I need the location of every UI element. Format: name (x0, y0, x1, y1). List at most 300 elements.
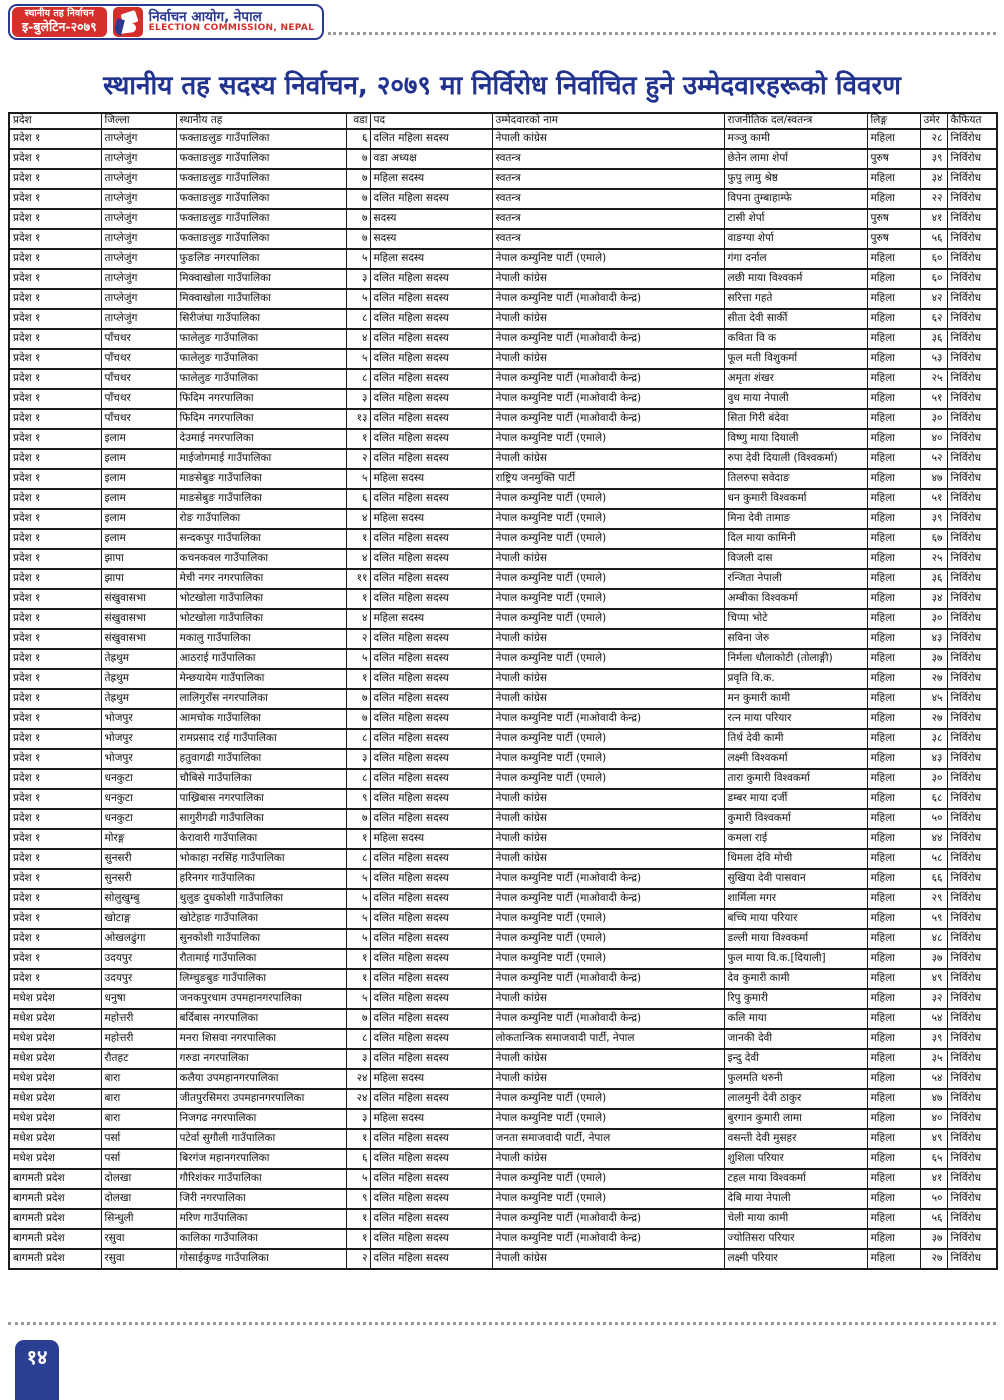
cell: ५६ (920, 229, 947, 249)
cell: निर्विरोध (947, 589, 997, 609)
table-row (9, 1149, 997, 1169)
cell: ८ (346, 309, 370, 329)
cell: निर्विरोध (947, 129, 997, 149)
cell: इलाम (101, 509, 176, 529)
cell: निर्विरोध (947, 1249, 997, 1269)
cell: विष्णु माया दियाली (724, 429, 867, 449)
cell: रत्न माया परियार (724, 709, 867, 729)
cell: ८ (346, 769, 370, 789)
cell: प्रदेश १ (9, 589, 101, 609)
cell: बागमती प्रदेश (9, 1209, 101, 1229)
cell: पुरुष (867, 149, 920, 169)
table-row (9, 169, 997, 189)
cell: पुरुष (867, 229, 920, 249)
cell: नेपाल कम्युनिष्ट पार्टी (माओवादी केन्द्र) (492, 889, 724, 909)
cell: महिला (867, 569, 920, 589)
cell: १ (346, 1209, 370, 1229)
cell: पाँचथर (101, 409, 176, 429)
cell: निर्विरोध (947, 1209, 997, 1229)
cell: सुनसरी (101, 869, 176, 889)
cell: भोजपुर (101, 729, 176, 749)
cell: लालिगुराँस नगरपालिका (176, 689, 346, 709)
table-row (9, 449, 997, 469)
cell: निर्मला धौलाकोटी (तोलाङ्गी) (724, 649, 867, 669)
cell: ३४ (920, 589, 947, 609)
cell: इलाम (101, 529, 176, 549)
cell: महिला सदस्य (370, 249, 492, 269)
cell: नेपाल कम्युनिष्ट पार्टी (एमाले) (492, 1109, 724, 1129)
cell: डम्बर माया दर्जी (724, 789, 867, 809)
cell: २५ (920, 549, 947, 569)
cell: प्रदेश १ (9, 389, 101, 409)
cell: दोलखा (101, 1189, 176, 1209)
cell: फुल माया वि.क.[दियाली] (724, 949, 867, 969)
cell: निर्विरोध (947, 669, 997, 689)
cell: निर्विरोध (947, 689, 997, 709)
table-row (9, 369, 997, 389)
cell: नेपाली कांग्रेस (492, 849, 724, 869)
cell: इलाम (101, 469, 176, 489)
table-row (9, 929, 997, 949)
cell: नेपाली कांग्रेस (492, 1069, 724, 1089)
cell: मधेश प्रदेश (9, 1089, 101, 1109)
cell: निर्विरोध (947, 889, 997, 909)
cell: माङसेबुङ गाउँपालिका (176, 469, 346, 489)
cell: गंगा दर्नाल (724, 249, 867, 269)
cell: ४ (346, 609, 370, 629)
cell: महिला (867, 309, 920, 329)
cell: मधेश प्रदेश (9, 1009, 101, 1029)
cell: दलित महिला सदस्य (370, 969, 492, 989)
cell: मनरा शिसवा नगरपालिका (176, 1029, 346, 1049)
cell: ४३ (920, 629, 947, 649)
cell: महिला (867, 509, 920, 529)
cell: प्रदेश १ (9, 829, 101, 849)
cell: सरित्ता गहते (724, 289, 867, 309)
cell: १ (346, 949, 370, 969)
cell: ३० (920, 769, 947, 789)
cell: ४१ (920, 209, 947, 229)
table-row (9, 569, 997, 589)
cell: धनुषा (101, 989, 176, 1009)
cell: ४४ (920, 829, 947, 849)
cell: सविना जेरु (724, 629, 867, 649)
cell: फक्ताङलुङ गाउँपालिका (176, 169, 346, 189)
cell: महिला (867, 329, 920, 349)
cell: तिलरुपा सवेदाङ (724, 469, 867, 489)
cell: प्रदेश १ (9, 429, 101, 449)
cell: नेपाल कम्युनिष्ट पार्टी (एमाले) (492, 1169, 724, 1189)
cell: दलित महिला सदस्य (370, 389, 492, 409)
cell: फक्ताङलुङ गाउँपालिका (176, 149, 346, 169)
table-row (9, 1189, 997, 1209)
cell: फालेलुङ गाउँपालिका (176, 369, 346, 389)
cell: निर्विरोध (947, 289, 997, 309)
table-row (9, 969, 997, 989)
cell: खोटेहाङ गाउँपालिका (176, 909, 346, 929)
cell: मधेश प्रदेश (9, 1029, 101, 1049)
cell: आठराई गाउँपालिका (176, 649, 346, 669)
cell: ७ (346, 149, 370, 169)
cell: महिला सदस्य (370, 469, 492, 489)
cell: फालेलुङ गाउँपालिका (176, 349, 346, 369)
cell: नेपाल कम्युनिष्ट पार्टी (माओवादी केन्द्र) (492, 329, 724, 349)
cell: ५ (346, 989, 370, 1009)
cell: वसन्ती देवी मुसहर (724, 1129, 867, 1149)
cell: नेपाली कांग्रेस (492, 1249, 724, 1269)
cell: नेपाली कांग्रेस (492, 449, 724, 469)
cell: ७ (346, 209, 370, 229)
cell: महिला (867, 1089, 920, 1109)
cell: दलित महिला सदस्य (370, 629, 492, 649)
cell: फिदिम नगरपालिका (176, 409, 346, 429)
cell: निर्विरोध (947, 909, 997, 929)
cell: निर्विरोध (947, 969, 997, 989)
cell: ३७ (920, 949, 947, 969)
cell: दलित महिला सदस्य (370, 1189, 492, 1209)
cell: लछी माया विश्वकर्म (724, 269, 867, 289)
cell: ३८ (920, 729, 947, 749)
cell: महिला (867, 289, 920, 309)
cell: प्रदेश १ (9, 209, 101, 229)
cell: ४९ (920, 1129, 947, 1149)
cell: ताप्लेजुंग (101, 189, 176, 209)
commission-name-nepali: निर्वाचन आयोग, नेपाल (148, 8, 262, 25)
cell: नेपाली कांग्रेस (492, 1049, 724, 1069)
cell: धनकुटा (101, 769, 176, 789)
column-header: राजनीतिक दल/स्वतन्त्र (724, 113, 867, 129)
cell: मरिण गाउँपालिका (176, 1209, 346, 1229)
cell: ५१ (920, 389, 947, 409)
cell: दलित महिला सदस्य (370, 529, 492, 549)
cell: चिप्पा भोटे (724, 609, 867, 629)
cell: नेपाली कांग्रेस (492, 129, 724, 149)
cell: प्रदेश १ (9, 229, 101, 249)
cell: महिला (867, 269, 920, 289)
cell: निर्विरोध (947, 1129, 997, 1149)
cell: ८ (346, 729, 370, 749)
cell: ४३ (920, 749, 947, 769)
cell: मधेश प्रदेश (9, 1109, 101, 1129)
cell: दलित महिला सदस्य (370, 709, 492, 729)
cell: प्रदेश १ (9, 849, 101, 869)
cell: बारा (101, 1109, 176, 1129)
cell: आमचोक गाउँपालिका (176, 709, 346, 729)
cell: निर्विरोध (947, 489, 997, 509)
cell: महिला (867, 1049, 920, 1069)
cell: ४१ (920, 1169, 947, 1189)
cell: ताप्लेजुंग (101, 249, 176, 269)
cell: ५ (346, 349, 370, 369)
cell: दलित महिला सदस्य (370, 669, 492, 689)
cell: प्रदेश १ (9, 629, 101, 649)
cell: फक्ताङलुङ गाउँपालिका (176, 189, 346, 209)
cell: दलित महिला सदस्य (370, 769, 492, 789)
table-row (9, 469, 997, 489)
cell: निर्विरोध (947, 509, 997, 529)
cell: नेपाल कम्युनिष्ट पार्टी (एमाले) (492, 1189, 724, 1209)
cell: ४७ (920, 469, 947, 489)
cell: ३७ (920, 1229, 947, 1249)
cell: ७ (346, 689, 370, 709)
cell: पर्सा (101, 1129, 176, 1149)
cell: ताप्लेजुंग (101, 169, 176, 189)
cell: ताप्लेजुंग (101, 129, 176, 149)
cell: भोजपुर (101, 709, 176, 729)
cell: निर्विरोध (947, 709, 997, 729)
cell: ४ (346, 549, 370, 569)
cell: दलित महिला सदस्य (370, 649, 492, 669)
cell: महिला सदस्य (370, 169, 492, 189)
cell: नेपाल कम्युनिष्ट पार्टी (माओवादी केन्द्र) (492, 1229, 724, 1249)
cell: ६ (346, 1149, 370, 1169)
cell: ५ (346, 469, 370, 489)
cell: महिला (867, 869, 920, 889)
cell: प्रदेश १ (9, 329, 101, 349)
table-row (9, 349, 997, 369)
cell: नेपाली कांग्रेस (492, 349, 724, 369)
cell: इलाम (101, 449, 176, 469)
cell: संखुवासभा (101, 629, 176, 649)
cell: नेपाली कांग्रेस (492, 309, 724, 329)
cell: अम्बीका विश्वकर्मा (724, 589, 867, 609)
cell: निर्विरोध (947, 1109, 997, 1129)
cell: जनता समाजवादी पार्टी, नेपाल (492, 1129, 724, 1149)
table-row (9, 129, 997, 149)
column-header: उम्मेदवारको नाम (492, 113, 724, 129)
cell: महिला (867, 169, 920, 189)
cell: ताप्लेजुंग (101, 149, 176, 169)
table-row (9, 609, 997, 629)
cell: नेपाल कम्युनिष्ट पार्टी (एमाले) (492, 589, 724, 609)
header-banner-box (8, 4, 324, 40)
cell: इलाम (101, 429, 176, 449)
table-row (9, 549, 997, 569)
cell: ५ (346, 869, 370, 889)
cell: ४९ (920, 969, 947, 989)
cell: प्रदेश १ (9, 669, 101, 689)
cell: १ (346, 669, 370, 689)
table-row (9, 429, 997, 449)
cell: निर्विरोध (947, 549, 997, 569)
column-header: जिल्ला (101, 113, 176, 129)
cell: महिला (867, 849, 920, 869)
cell: महिला (867, 749, 920, 769)
cell: प्रदेश १ (9, 749, 101, 769)
cell: २५ (920, 369, 947, 389)
cell: चौबिसे गाउँपालिका (176, 769, 346, 789)
cell: निर्विरोध (947, 429, 997, 449)
cell: ९ (346, 1189, 370, 1209)
cell: माईजोगमाई गाउँपालिका (176, 449, 346, 469)
cell: अमृता शंखर (724, 369, 867, 389)
cell: देव कुमारी कामी (724, 969, 867, 989)
cell: मधेश प्रदेश (9, 1069, 101, 1089)
cell: दलित महिला सदस्य (370, 889, 492, 909)
cell: नेपाल कम्युनिष्ट पार्टी (एमाले) (492, 609, 724, 629)
cell: ५९ (920, 909, 947, 929)
cell: सुनसरी (101, 849, 176, 869)
cell: नेपाल कम्युनिष्ट पार्टी (एमाले) (492, 729, 724, 749)
cell: फिदिम नगरपालिका (176, 389, 346, 409)
cell: फुलमति थरुनी (724, 1069, 867, 1089)
cell: महिला (867, 349, 920, 369)
table-row (9, 889, 997, 909)
candidates-table (8, 112, 998, 1270)
cell: प्रदेश १ (9, 549, 101, 569)
cell: दलित महिला सदस्य (370, 729, 492, 749)
cell: निर्विरोध (947, 629, 997, 649)
cell: निर्विरोध (947, 1069, 997, 1089)
cell: नेपाल कम्युनिष्ट पार्टी (माओवादी केन्द्र) (492, 1209, 724, 1229)
cell: निर्विरोध (947, 949, 997, 969)
cell: ४० (920, 429, 947, 449)
table-row (9, 1029, 997, 1049)
cell: ५ (346, 289, 370, 309)
cell: रन्जिता नेपाली (724, 569, 867, 589)
cell: रौतहट (101, 1049, 176, 1069)
cell: भोकाहा नरसिंह गाउँपालिका (176, 849, 346, 869)
bulletin-line1: स्थानीय तह निर्वाचन (24, 8, 94, 19)
bulletin-badge (12, 7, 107, 37)
cell: महोत्तरी (101, 1009, 176, 1029)
cell: ४७ (920, 1089, 947, 1109)
table-row (9, 149, 997, 169)
cell: दलित महिला सदस्य (370, 489, 492, 509)
cell: पाँचथर (101, 349, 176, 369)
cell: सिरीजंघा गाउँपालिका (176, 309, 346, 329)
cell: बिरगंज महानगरपालिका (176, 1149, 346, 1169)
cell: निर्विरोध (947, 569, 997, 589)
table-row (9, 869, 997, 889)
cell: ताप्लेजुंग (101, 269, 176, 289)
cell: नेपाल कम्युनिष्ट पार्टी (माओवादी केन्द्र) (492, 869, 724, 889)
cell: नेपाली कांग्रेस (492, 689, 724, 709)
cell: महिला सदस्य (370, 829, 492, 849)
cell: दिल माया कामिनी (724, 529, 867, 549)
cell: फक्ताङलुङ गाउँपालिका (176, 209, 346, 229)
cell: दलित महिला सदस्य (370, 269, 492, 289)
cell: प्रदेश १ (9, 169, 101, 189)
cell: दलित महिला सदस्य (370, 309, 492, 329)
cell: दलित महिला सदस्य (370, 1209, 492, 1229)
cell: दलित महिला सदस्य (370, 789, 492, 809)
cell: खोटाङ्ग (101, 909, 176, 929)
cell: फक्ताङलुङ गाउँपालिका (176, 129, 346, 149)
cell: ३ (346, 269, 370, 289)
bulletin-line2: इ-बुलेटिन-२०७९ (22, 18, 97, 34)
cell: दलित महिला सदस्य (370, 329, 492, 349)
table-row (9, 1009, 997, 1029)
cell: नेपाल कम्युनिष्ट पार्टी (एमाले) (492, 249, 724, 269)
table-row (9, 989, 997, 1009)
table-row (9, 209, 997, 229)
cell: ३ (346, 749, 370, 769)
cell: महिला (867, 1029, 920, 1049)
cell: महिला (867, 809, 920, 829)
cell: नेपाली कांग्रेस (492, 989, 724, 1009)
cell: फक्ताङलुङ गाउँपालिका (176, 229, 346, 249)
cell: हतुवागढी गाउँपालिका (176, 749, 346, 769)
cell: वाङग्या शेर्पा (724, 229, 867, 249)
cell: प्रदेश १ (9, 469, 101, 489)
cell: धन कुमारी विश्वकर्मा (724, 489, 867, 509)
cell: महिला (867, 1129, 920, 1149)
cell: ताप्लेजुंग (101, 289, 176, 309)
cell: सिन्धुली (101, 1209, 176, 1229)
table-row (9, 1069, 997, 1089)
cell: पाँचथर (101, 369, 176, 389)
cell: स्वतन्त्र (492, 149, 724, 169)
cell: महिला (867, 769, 920, 789)
cell: ६६ (920, 869, 947, 889)
cell: प्रदेश १ (9, 889, 101, 909)
cell: ६० (920, 269, 947, 289)
cell: दलित महिला सदस्य (370, 949, 492, 969)
cell: वुध माया नेपाली (724, 389, 867, 409)
cell: १ (346, 1129, 370, 1149)
cell: प्रवृति वि.क. (724, 669, 867, 689)
cell: नेपाल कम्युनिष्ट पार्टी (एमाले) (492, 509, 724, 529)
cell: महिला सदस्य (370, 609, 492, 629)
cell: दलित महिला सदस्य (370, 429, 492, 449)
cell: ४० (920, 1109, 947, 1129)
cell: दलित महिला सदस्य (370, 929, 492, 949)
cell: टहल माया विश्वकर्मा (724, 1169, 867, 1189)
table-row (9, 189, 997, 209)
cell: लोकतान्त्रिक समाजवादी पार्टी, नेपाल (492, 1029, 724, 1049)
table-row (9, 509, 997, 529)
column-header: उमेर (920, 113, 947, 129)
table-row (9, 489, 997, 509)
cell: मिक्वाखोला गाउँपालिका (176, 269, 346, 289)
cell: प्रदेश १ (9, 349, 101, 369)
cell: ४२ (920, 289, 947, 309)
cell: नेपाली कांग्रेस (492, 829, 724, 849)
cell: ५ (346, 249, 370, 269)
cell: पाँचथर (101, 389, 176, 409)
cell: १ (346, 589, 370, 609)
cell: महिला (867, 529, 920, 549)
cell: संखुवासभा (101, 589, 176, 609)
cell: ५८ (920, 849, 947, 869)
cell: ३ (346, 1049, 370, 1069)
table-row (9, 529, 997, 549)
table-row (9, 229, 997, 249)
cell: नेपाल कम्युनिष्ट पार्टी (एमाले) (492, 1089, 724, 1109)
cell: महिला (867, 929, 920, 949)
cell: फुङलिङ नगरपालिका (176, 249, 346, 269)
cell: फुपु लामु श्रेष्ठ (724, 169, 867, 189)
cell: दलित महिला सदस्य (370, 1149, 492, 1169)
cell: महिला (867, 969, 920, 989)
table-row (9, 769, 997, 789)
cell: बागमती प्रदेश (9, 1189, 101, 1209)
cell: ६० (920, 249, 947, 269)
cell: महिला सदस्य (370, 1069, 492, 1089)
cell: मेन्छयायेम गाउँपालिका (176, 669, 346, 689)
cell: महोत्तरी (101, 1029, 176, 1049)
cell: महिला (867, 1229, 920, 1249)
cell: निर्विरोध (947, 1049, 997, 1069)
cell: महिला (867, 629, 920, 649)
table-row (9, 1249, 997, 1269)
cell: प्रदेश १ (9, 949, 101, 969)
cell: ४ (346, 509, 370, 529)
cell: कचनकवल गाउँपालिका (176, 549, 346, 569)
cell: ११ (346, 569, 370, 589)
table-header-row (9, 113, 997, 129)
